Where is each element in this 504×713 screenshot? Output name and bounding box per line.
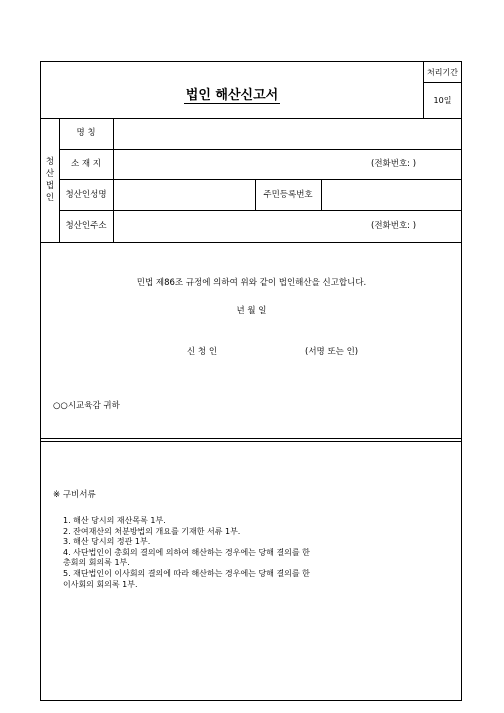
form-title-text: 법인 해산신고서 xyxy=(185,88,279,103)
signature-label: (서명 또는 인) xyxy=(305,347,359,357)
date-line: 년 월 일 xyxy=(236,306,267,316)
name-field[interactable] xyxy=(114,119,461,148)
processing-period-label: 처리기간 xyxy=(427,68,458,77)
divider xyxy=(41,441,462,442)
phone-label: (전화번호: ) xyxy=(371,221,417,231)
divider xyxy=(41,242,462,243)
liquidator-name-field[interactable] xyxy=(114,180,254,209)
statement-text: 민법 제86조 규정에 의하여 위와 같이 법인해산을 신고합니다. xyxy=(136,278,367,288)
addressee: ○○시교육감 귀하 xyxy=(53,401,120,411)
group-label-char: 인 xyxy=(45,193,55,203)
divider xyxy=(423,82,462,83)
processing-period-value: 10일 xyxy=(433,96,452,105)
liquidator-address-label: 청산인주소 xyxy=(65,221,107,231)
dissolution-report-form xyxy=(40,61,462,701)
list-item: 1. 해산 당시의 재산목록 1부. xyxy=(63,516,166,525)
group-label-char: 법 xyxy=(45,181,55,191)
list-item: 5. 재단법인이 이사회의 결의에 따라 해산하는 경우에는 당해 결의를 한 xyxy=(63,568,310,578)
liquidator-group-label xyxy=(44,156,56,204)
group-label-char: 청 xyxy=(45,157,55,167)
attachments-heading: ※ 구비서류 xyxy=(53,490,96,500)
list-item: 총회의 회의록 1부. xyxy=(63,558,130,568)
resident-no-field[interactable] xyxy=(322,180,461,209)
name-label: 명 칭 xyxy=(76,128,96,138)
list-item: 2. 잔여재산의 처분방법의 개요를 기재한 서류 1부. xyxy=(63,526,241,536)
form-title xyxy=(41,84,423,103)
resident-no-label: 주민등록번호 xyxy=(263,190,313,200)
divider xyxy=(41,438,462,439)
group-label-char: 산 xyxy=(45,169,55,179)
address-label: 소 재 지 xyxy=(70,159,102,169)
list-item: 3. 해산 당시의 정관 1부. xyxy=(63,537,151,547)
phone-label: (전화번호: ) xyxy=(371,159,417,169)
list-item: 이사회의 회의록 1부. xyxy=(63,579,138,589)
applicant-label: 신 청 인 xyxy=(187,347,218,357)
list-item: 4. 사단법인이 총회의 결의에 의하여 해산하는 경우에는 당해 결의를 한 xyxy=(63,547,310,557)
attachments-list xyxy=(63,516,310,590)
liquidator-name-label: 청산인성명 xyxy=(65,190,107,200)
